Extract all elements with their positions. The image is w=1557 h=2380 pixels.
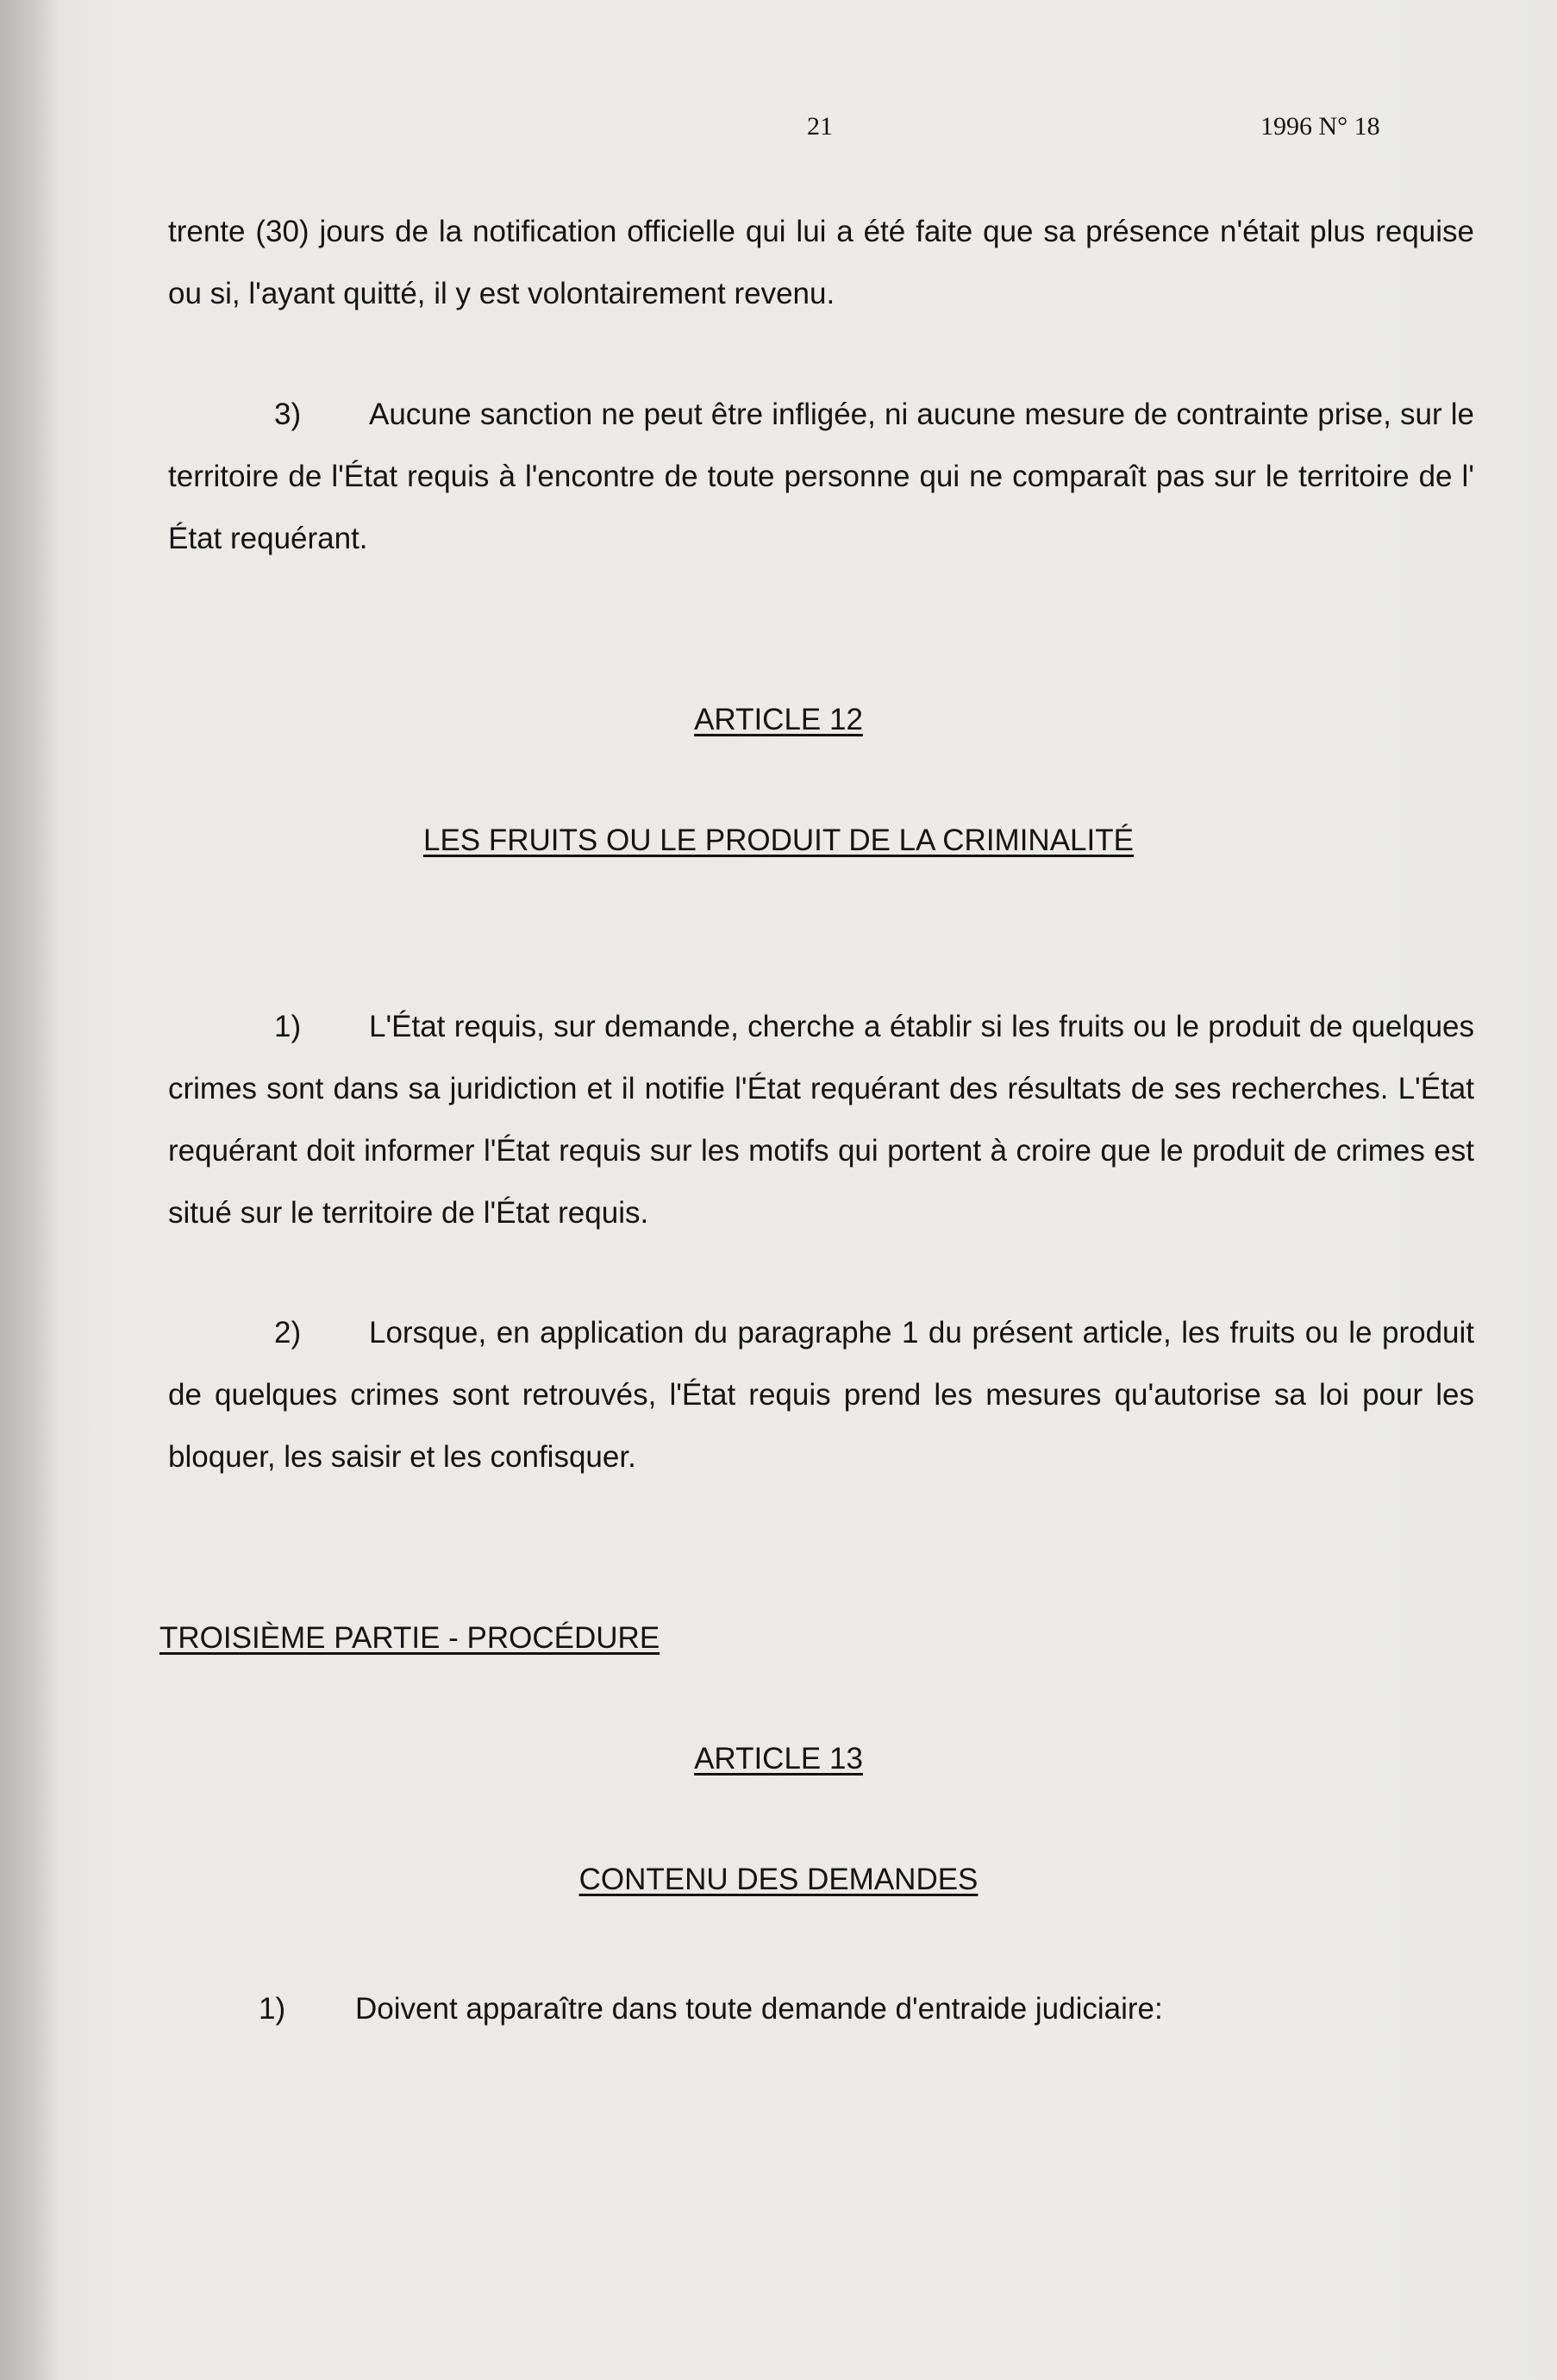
part-3-title: TROISIÈME PARTIE - PROCÉDURE xyxy=(159,1621,660,1655)
article-12-paragraph-2 xyxy=(168,1302,1474,1488)
paragraph-number: 1) xyxy=(259,1992,286,2026)
paragraph-number: 2) xyxy=(274,1316,302,1350)
document-reference: 1996 N° 18 xyxy=(1260,112,1380,141)
paragraph-continuation: trente (30) jours de la notification officielle qui lui a été faite que sa présence n'était plus requise ou si, l'ayant quitté, il y est volontairement revenu. xyxy=(168,215,1474,310)
paragraph-text: Aucune sanction ne peut être infligée, ni aucune mesure de contrainte prise, sur le territoire de l'État requis à l'encontre de toute personne qui ne comparaît pas sur le territoire de l' État requérant. xyxy=(168,398,1474,555)
binding-shadow xyxy=(0,0,60,2380)
page-number: 21 xyxy=(807,112,833,141)
article-13-paragraph-1 xyxy=(259,1988,1163,2031)
article-12-paragraph-1 xyxy=(168,996,1474,1244)
article-13-subtitle: CONTENU DES DEMANDES xyxy=(578,1863,979,1896)
paragraph-text: Lorsque, en application du paragraphe 1 du présent article, les fruits ou le produit de quelques crimes sont retrouvés, l'État requis prend les mesures qu'autorise sa loi pour les bloquer, les saisir et les confisquer. xyxy=(168,1316,1474,1474)
paragraph-number: 1) xyxy=(274,1010,302,1043)
paragraph-text: L'État requis, sur demande, cherche a établir si les fruits ou le produit de quelques crimes sont dans sa juridiction et il notifie l'État requérant des résultats de ses recherches. L'État requérant doit informer l'État requis sur les motifs qui portent à croire que le produit de crimes est situé sur le territoire de l'État requis. xyxy=(168,1010,1474,1230)
article-12-subtitle: LES FRUITS OU LE PRODUIT DE LA CRIMINALITÉ xyxy=(423,824,1134,857)
paragraph-3 xyxy=(168,384,1474,570)
paragraph-number: 3) xyxy=(274,398,302,431)
paragraph-text: Doivent apparaître dans toute demande d'entraide judiciaire: xyxy=(355,1992,1163,2026)
article-13-title: ARTICLE 13 xyxy=(694,1742,863,1776)
article-12-title: ARTICLE 12 xyxy=(694,703,863,736)
